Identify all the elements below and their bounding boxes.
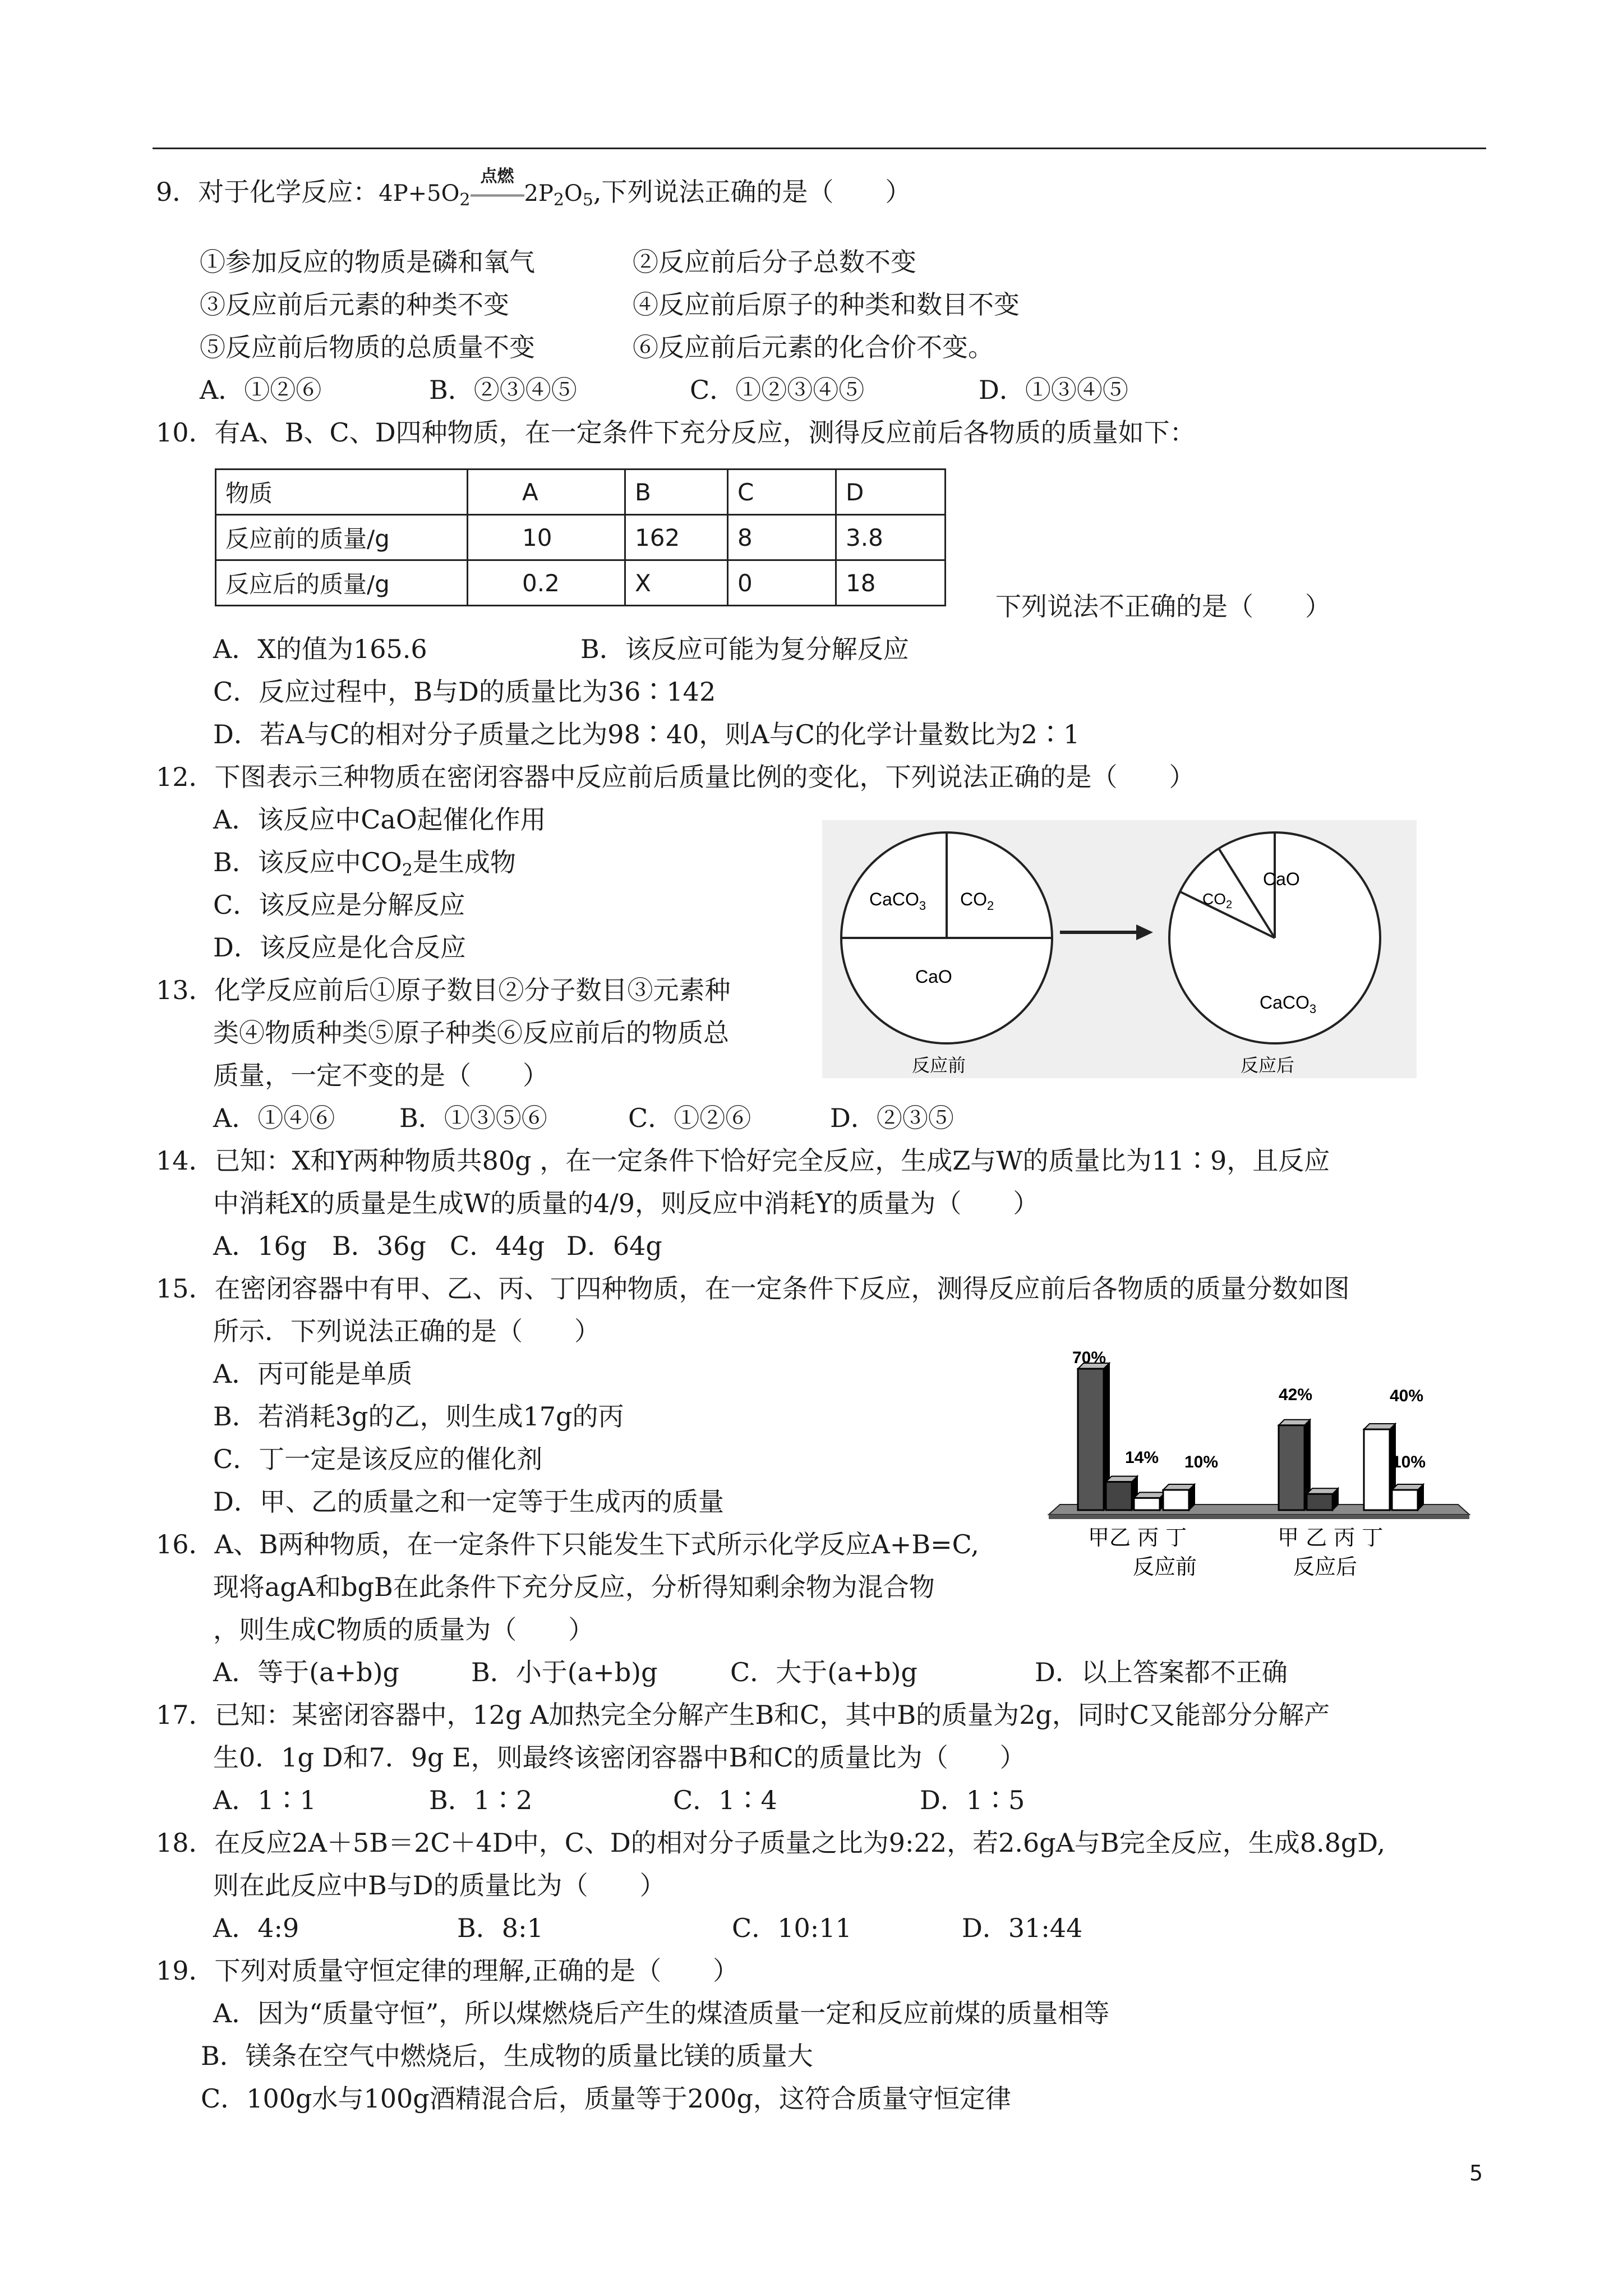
q16-line-3: ，则生成C物质的质量为（ ） <box>213 1614 594 1645</box>
data-label-before-ding: 10% <box>1184 1453 1219 1471</box>
bar-反应前-乙 <box>1106 1482 1132 1510</box>
table-row <box>216 560 946 606</box>
pie-after-cao-label: CaO <box>1263 869 1300 889</box>
bar-反应前-甲 <box>1078 1369 1104 1510</box>
q13-option-c: C．①②⑥ <box>628 1103 751 1133</box>
q17-option-d: D．1∶5 <box>920 1785 1025 1815</box>
q19-option-c: C．100g水与100g酒精混合后，质量等于200g，这符合质量守恒定律 <box>201 2083 1011 2114</box>
q9-stem: 9．对于化学反应：$4P+5O_2$ 点燃 $2P_2O_5$,下列说法正确的是（ ） <box>156 175 911 217</box>
q16-line-2: 现将agA和bgB在此条件下充分反应，分析得知剩余物为混合物 <box>213 1572 935 1602</box>
q9-stem-text: 9．对于化学反应： <box>156 177 379 207</box>
table-cell: A <box>468 470 625 515</box>
q15-option-a: A．丙可能是单质 <box>213 1359 413 1389</box>
data-label-before-yi: 14% <box>1125 1448 1159 1467</box>
q15-option-b: B．若消耗3g的乙，则生成17g的丙 <box>213 1401 624 1432</box>
bar-反应后-乙 <box>1307 1494 1332 1510</box>
chart-group-label-before: 反应前 <box>1133 1554 1197 1579</box>
table-cell: 162 <box>625 515 728 560</box>
q13-option-b: B．①③⑤⑥ <box>399 1103 547 1133</box>
table-cell: 反应前的质量/g <box>216 515 468 560</box>
bar-反应前-丙 <box>1134 1498 1160 1510</box>
table-cell: 物质 <box>216 470 468 515</box>
table-row <box>216 515 946 560</box>
table-cell: B <box>625 470 728 515</box>
pie-before-caco3-label: CaCO$_3$ <box>869 889 926 913</box>
q10-mass-table <box>215 468 946 606</box>
table-cell: 10 <box>468 515 625 560</box>
bar-反应前-丁 <box>1163 1490 1189 1510</box>
q18-option-a: A．4:9 <box>213 1913 299 1943</box>
q19-stem: 19．下列对质量守恒定律的理解,正确的是（ ） <box>156 1955 739 1986</box>
bar-top-丙 <box>1134 1492 1165 1498</box>
q13-line-1: 13．化学反应前后①原子数目②分子数目③元素种 <box>156 975 731 1005</box>
table-cell: C <box>728 470 836 515</box>
page-number: 5 <box>1469 2161 1483 2185</box>
q12-stem: 12．下图表示三种物质在密闭容器中反应前后质量比例的变化，下列说法正确的是（ ） <box>156 762 1195 792</box>
table-cell: 0.2 <box>468 560 625 606</box>
q17-line-1: 17．已知：某密闭容器中，12g A加热完全分解产生B和C，其中B的质量为2g，同时C又能部分分解产 <box>156 1700 1330 1730</box>
q13-line-3: 质量，一定不变的是（ ） <box>213 1060 548 1091</box>
table-cell: 8 <box>728 515 836 560</box>
q19-option-b: B．镁条在空气中燃烧后，生成物的质量比镁的质量大 <box>201 2041 813 2071</box>
q15-line-2: 所示．下列说法正确的是（ ） <box>213 1316 600 1346</box>
q9-item-6: ⑥反应前后元素的化合价不变。 <box>633 332 994 362</box>
table-cell: D <box>836 470 946 515</box>
pie-after-caco3-label: CaCO$_3$ <box>1260 992 1317 1016</box>
q16-option-c: C．大于(a+b)g <box>730 1657 917 1687</box>
table-cell: X <box>625 560 728 606</box>
q18-option-c: C．10:11 <box>732 1913 852 1943</box>
q16-line-1: 16．A、B两种物质，在一定条件下只能发生下式所示化学反应A+B=C, <box>156 1529 979 1559</box>
q15-option-c: C．丁一定是该反应的催化剂 <box>213 1444 543 1474</box>
table-row <box>216 470 946 515</box>
q16-option-a: A．等于(a+b)g <box>213 1657 399 1687</box>
data-label-after-ding: 10% <box>1392 1453 1426 1471</box>
q13-option-d: D．②③⑤ <box>830 1103 954 1133</box>
q9-item-5: ⑤反应前后物质的总质量不变 <box>200 332 535 362</box>
q12-option-c: C．该反应是分解反应 <box>213 890 465 920</box>
q9-item-1: ①参加反应的物质是磷和氧气 <box>200 247 535 277</box>
bar-反应后-甲 <box>1279 1425 1304 1510</box>
q13-line-2: 类④物质种类⑤原子种类⑥反应前后的物质总 <box>213 1018 729 1048</box>
pie-before-co2-label: $CO_2$ <box>960 889 994 913</box>
q17-option-a: A．1∶1 <box>213 1785 316 1815</box>
q9-item-4: ④反应前后原子的种类和数目不变 <box>633 289 1020 320</box>
header-rule <box>153 148 1486 149</box>
chart-categories-before: 甲乙 丙 丁 <box>1088 1525 1187 1550</box>
bar-反应后-丁 <box>1392 1490 1418 1510</box>
q17-line-2: 生0．1g D和7．9g E，则最终该密闭容器中B和C的质量比为（ ） <box>213 1742 1026 1773</box>
q10-option-c: C．反应过程中，B与D的质量比为36∶142 <box>213 677 716 707</box>
q14-option-c: C．44g <box>450 1231 545 1261</box>
chart-group-label-after: 反应后 <box>1293 1554 1358 1579</box>
q17-option-c: C．1∶4 <box>673 1785 777 1815</box>
q17-option-b: B．1∶2 <box>429 1785 533 1815</box>
q9-option-b: B．②③④⑤ <box>429 375 577 405</box>
bar-反应后-丙 <box>1364 1429 1390 1510</box>
q14-option-a: A．16g <box>213 1231 307 1261</box>
q15-line-1: 15．在密闭容器中有甲、乙、丙、丁四种物质，在一定条件下反应，测得反应前后各物质的质量分数如图 <box>156 1273 1350 1304</box>
q18-option-b: B．8:1 <box>457 1913 543 1943</box>
q9-equation: $4P+5O_2$ 点燃 $2P_2O_5$ <box>379 181 593 206</box>
pie-after-co2-label: $CO_2$ <box>1202 890 1233 911</box>
q14-option-d: D．64g <box>566 1231 662 1261</box>
q9-item-2: ②反应前后分子总数不变 <box>633 247 916 277</box>
q15-bar-chart <box>1043 1329 1481 1588</box>
q16-option-d: D．以上答案都不正确 <box>1035 1657 1288 1687</box>
q12-option-d: D．该反应是化合反应 <box>213 932 466 963</box>
table-cell: 3.8 <box>836 515 946 560</box>
q9-option-d: D．①③④⑤ <box>979 375 1128 405</box>
q19-option-a: A．因为“质量守恒”，所以煤燃烧后产生的煤渣质量一定和反应前煤的质量相等 <box>213 1998 1110 2028</box>
pie-before-cao-label: CaO <box>915 967 952 987</box>
q18-line-1: 18．在反应2A＋5B＝2C＋4D中，C、D的相对分子质量之比为9:22，若2.6gA与B完全反应，生成8.8gD, <box>156 1828 1386 1858</box>
table-cell: 0 <box>728 560 836 606</box>
q9-option-c: C．①②③④⑤ <box>690 375 865 405</box>
q10-tail: 下列说法不正确的是（ ） <box>995 591 1331 622</box>
q10-stem: 10．有A、B、C、D四种物质，在一定条件下充分反应，测得反应前后各物质的质量如下： <box>156 417 1196 448</box>
q13-option-a: A．①④⑥ <box>213 1103 335 1133</box>
q9-item-3: ③反应前后元素的种类不变 <box>200 289 509 320</box>
bars-before-group <box>1078 1363 1195 1510</box>
data-label-after-bing: 40% <box>1390 1387 1424 1405</box>
q18-option-d: D．31:44 <box>962 1913 1083 1943</box>
q12-option-a: A．该反应中CaO起催化作用 <box>213 804 546 835</box>
table-cell: 18 <box>836 560 946 606</box>
q12-pie-figure <box>822 820 1417 1078</box>
q10-option-a: A．X的值为165.6 <box>213 634 427 664</box>
q14-line-1: 14．已知：X和Y两种物质共80g ，在一定条件下恰好完全反应，生成Z与W的质量比为11∶9，且反应 <box>156 1145 1330 1176</box>
q12-option-b: B．该反应中$CO_2$是生成物 <box>213 847 516 880</box>
q15-option-d: D．甲、乙的质量之和一定等于生成丙的质量 <box>213 1487 724 1517</box>
q16-option-b: B．小于(a+b)g <box>471 1657 658 1687</box>
q10-option-d: D．若A与C的相对分子质量之比为98∶40，则A与C的化学计量数比为2∶1 <box>213 719 1080 749</box>
table-cell: 反应后的质量/g <box>216 560 468 606</box>
q18-line-2: 则在此反应中B与D的质量比为（ ） <box>213 1870 666 1901</box>
data-label-after-jia: 42% <box>1279 1386 1313 1404</box>
q14-line-2: 中消耗X的质量是生成W的质量的4/9，则反应中消耗Y的质量为（ ） <box>213 1188 1039 1218</box>
pie-before-caption: 反应前 <box>912 1055 966 1076</box>
q9-option-a: A．①②⑥ <box>200 375 322 405</box>
q9-condition: 点燃 <box>480 167 514 186</box>
pie-after-caption: 反应后 <box>1241 1055 1295 1076</box>
chart-categories-after: 甲 乙 丙 丁 <box>1278 1525 1384 1550</box>
bar-top-乙 <box>1307 1488 1338 1494</box>
data-label-before-jia: 70% <box>1072 1349 1106 1367</box>
q10-option-b: B．该反应可能为复分解反应 <box>580 634 909 664</box>
q14-option-b: B．36g <box>332 1231 426 1261</box>
